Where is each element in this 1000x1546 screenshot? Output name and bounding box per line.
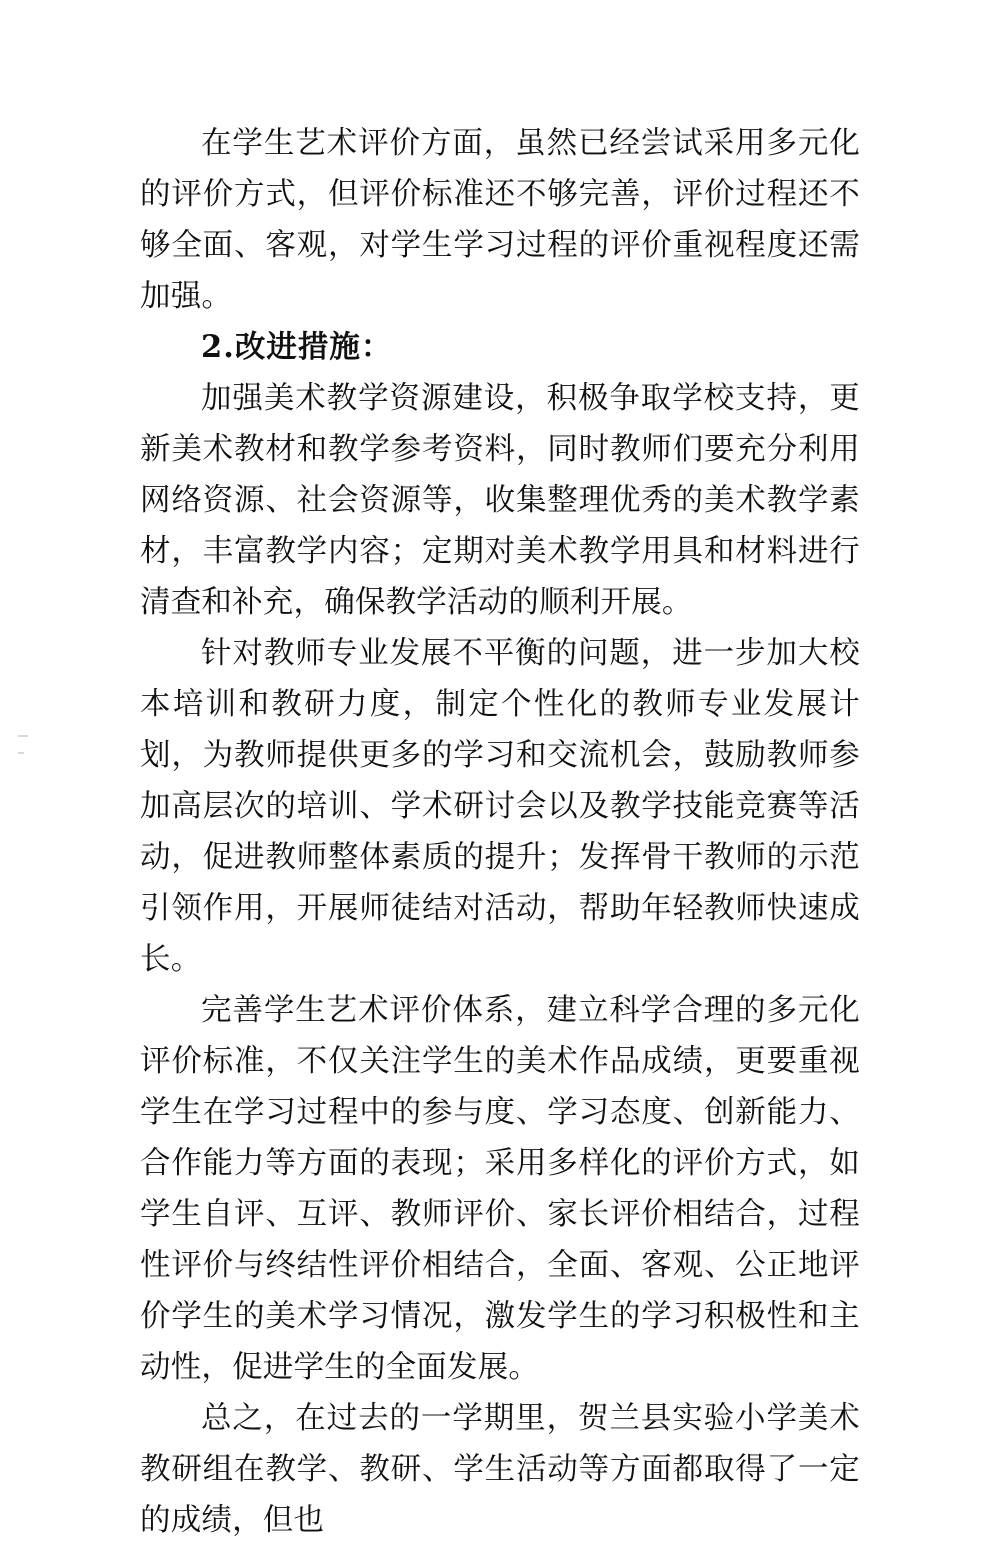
paragraph-evaluation-system: 完善学生艺术评价体系，建立科学合理的多元化评价标准，不仅关注学生的美术作品成绩，更要重视学生在学习过程中的参与度、学习态度、创新能力、合作能力等方面的表现；采用多样化的评价方式，如学生自评、互评、教师评价、家长评价相结合，过程性评价与终结性评价相结合，全面、客观、公正地评价学生的美术学习情况，激发学生的学习积极性和主动性，促进学生的全面发展。: [140, 993, 860, 1385]
paragraph-teacher-development: 针对教师专业发展不平衡的问题，进一步加大校本培训和教研力度，制定个性化的教师专业发展计划，为教师提供更多的学习和交流机会，鼓励教师参加高层次的培训、学术研讨会以及教学技能竞赛等活动，促进教师整体素质的提升；发挥骨干教师的示范引领作用，开展师徒结对活动，帮助年轻教师快速成长。: [140, 636, 860, 977]
paragraph-evaluation-status: 在学生艺术评价方面，虽然已经尝试采用多元化的评价方式，但评价标准还不够完善，评价过程还不够全面、客观，对学生学习过程的评价重视程度还需加强。: [140, 126, 860, 314]
scan-artifact-mark: [18, 735, 28, 737]
scan-artifact-mark: [18, 752, 24, 754]
paragraph-teaching-resources: 加强美术教学资源建设，积极争取学校支持，更新美术教材和教学参考资料，同时教师们要充分利用网络资源、社会资源等，收集整理优秀的美术教学素材，丰富教学内容；定期对美术教学用具和材料进行清查和补充，确保教学活动的顺利开展。: [140, 381, 860, 620]
document-text-body: [140, 118, 860, 1546]
paragraph-conclusion: 总之，在过去的一学期里，贺兰县实验小学美术教研组在教学、教研、学生活动等方面都取得了一定的成绩，但也: [140, 1401, 860, 1538]
heading-improvement-measures: 2.改进措施：: [201, 329, 393, 365]
